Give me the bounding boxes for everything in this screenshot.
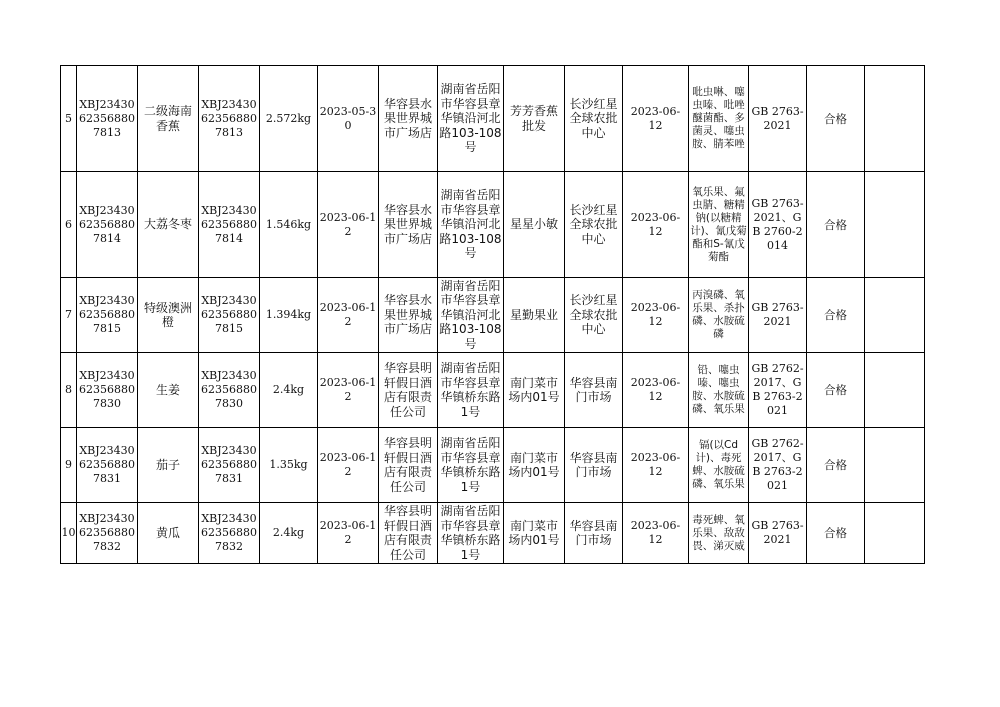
row-number: 8 xyxy=(61,353,77,428)
standard-cell: GB 2763-2021 xyxy=(749,278,807,353)
test-items-cell: 丙溴磷、氧乐果、杀扑磷、水胺硫磷 xyxy=(689,278,749,353)
standard-cell: GB 2763-2021、GB 2760-2014 xyxy=(749,172,807,278)
sampling-date-cell: 2023-06-12 xyxy=(623,172,689,278)
result-cell: 合格 xyxy=(807,172,865,278)
row-number: 6 xyxy=(61,172,77,278)
note-cell xyxy=(865,66,925,172)
sample-name-cell: 二级海南香蕉 xyxy=(138,66,199,172)
standard-cell: GB 2762-2017、GB 2763-2021 xyxy=(749,428,807,503)
production-date-cell: 2023-06-12 xyxy=(318,353,379,428)
sampling-date-cell: 2023-06-12 xyxy=(623,353,689,428)
production-date-cell: 2023-06-12 xyxy=(318,278,379,353)
test-items-cell: 毒死蜱、氧乐果、敌敌畏、涕灭威 xyxy=(689,503,749,564)
test-items-cell: 吡虫啉、噻虫嗪、吡唑醚菌酯、多菌灵、噻虫胺、腈苯唑 xyxy=(689,66,749,172)
batch-number-cell: XBJ23430623568807831 xyxy=(199,428,260,503)
origin-market-cell: 长沙红星全球农批中心 xyxy=(565,172,623,278)
note-cell xyxy=(865,278,925,353)
sample-id-cell: XBJ23430623568807814 xyxy=(77,172,138,278)
inspection-results-table xyxy=(60,65,925,564)
sampling-date-cell: 2023-06-12 xyxy=(623,278,689,353)
test-items-cell: 氧乐果、氟虫腈、糖精钠(以糖精计)、氰戊菊酯和S-氰戊菊酯 xyxy=(689,172,749,278)
standard-cell: GB 2763-2021 xyxy=(749,66,807,172)
table-row xyxy=(61,353,925,428)
row-number: 9 xyxy=(61,428,77,503)
note-cell xyxy=(865,428,925,503)
seller-cell: 华容县水果世界城市广场店 xyxy=(379,278,438,353)
supplier-cell: 南门菜市场内01号 xyxy=(504,428,565,503)
production-date-cell: 2023-06-12 xyxy=(318,172,379,278)
origin-market-cell: 华容县南门市场 xyxy=(565,353,623,428)
quantity-cell: 2.572kg xyxy=(260,66,318,172)
origin-market-cell: 长沙红星全球农批中心 xyxy=(565,278,623,353)
seller-address-cell: 湖南省岳阳市华容县章华镇沿河北路103-108号 xyxy=(438,172,504,278)
production-date-cell: 2023-05-30 xyxy=(318,66,379,172)
quantity-cell: 2.4kg xyxy=(260,353,318,428)
row-number: 5 xyxy=(61,66,77,172)
batch-number-cell: XBJ23430623568807830 xyxy=(199,353,260,428)
seller-cell: 华容县明轩假日酒店有限责任公司 xyxy=(379,503,438,564)
sampling-date-cell: 2023-06-12 xyxy=(623,66,689,172)
test-items-cell: 镉(以Cd计)、毒死蜱、水胺硫磷、氧乐果 xyxy=(689,428,749,503)
result-cell: 合格 xyxy=(807,503,865,564)
seller-address-cell: 湖南省岳阳市华容县章华镇桥东路1号 xyxy=(438,503,504,564)
origin-market-cell: 华容县南门市场 xyxy=(565,503,623,564)
seller-cell: 华容县明轩假日酒店有限责任公司 xyxy=(379,428,438,503)
table-row xyxy=(61,278,925,353)
sample-name-cell: 黄瓜 xyxy=(138,503,199,564)
sample-id-cell: XBJ23430623568807813 xyxy=(77,66,138,172)
sample-name-cell: 生姜 xyxy=(138,353,199,428)
supplier-cell: 星勤果业 xyxy=(504,278,565,353)
seller-address-cell: 湖南省岳阳市华容县章华镇桥东路1号 xyxy=(438,428,504,503)
batch-number-cell: XBJ23430623568807815 xyxy=(199,278,260,353)
table-row xyxy=(61,428,925,503)
note-cell xyxy=(865,353,925,428)
sampling-date-cell: 2023-06-12 xyxy=(623,428,689,503)
note-cell xyxy=(865,503,925,564)
sample-id-cell: XBJ23430623568807830 xyxy=(77,353,138,428)
origin-market-cell: 长沙红星全球农批中心 xyxy=(565,66,623,172)
result-cell: 合格 xyxy=(807,278,865,353)
seller-address-cell: 湖南省岳阳市华容县章华镇沿河北路103-108号 xyxy=(439,278,502,351)
result-cell: 合格 xyxy=(807,66,865,172)
sampling-date-cell: 2023-06-12 xyxy=(623,503,689,564)
seller-cell: 华容县明轩假日酒店有限责任公司 xyxy=(379,353,438,428)
quantity-cell: 1.394kg xyxy=(260,278,318,353)
sample-name-cell: 茄子 xyxy=(138,428,199,503)
batch-number-cell: XBJ23430623568807814 xyxy=(199,172,260,278)
supplier-cell: 芳芳香蕉批发 xyxy=(504,66,565,172)
batch-number-cell: XBJ23430623568807813 xyxy=(199,66,260,172)
result-cell: 合格 xyxy=(807,353,865,428)
origin-market-cell: 华容县南门市场 xyxy=(565,428,623,503)
production-date-cell: 2023-06-12 xyxy=(318,428,379,503)
seller-cell: 华容县水果世界城市广场店 xyxy=(379,172,438,278)
row-number: 10 xyxy=(61,503,77,564)
seller-address-cell: 湖南省岳阳市华容县章华镇沿河北路103-108号 xyxy=(438,66,504,172)
quantity-cell: 1.546kg xyxy=(260,172,318,278)
supplier-cell: 星星小敏 xyxy=(504,172,565,278)
test-items-cell: 铅、噻虫嗪、噻虫胺、水胺硫磷、氧乐果 xyxy=(689,353,749,428)
table-row xyxy=(61,503,925,564)
inspection-results-table-container xyxy=(60,65,925,564)
seller-cell: 华容县水果世界城市广场店 xyxy=(379,66,438,172)
sample-id-cell: XBJ23430623568807832 xyxy=(77,503,138,564)
sample-name-cell: 特级澳洲橙 xyxy=(138,278,199,353)
row-number: 7 xyxy=(61,278,77,353)
supplier-cell: 南门菜市场内01号 xyxy=(504,503,565,564)
standard-cell: GB 2763-2021 xyxy=(749,503,807,564)
sample-id-cell: XBJ23430623568807815 xyxy=(77,278,138,353)
supplier-cell: 南门菜市场内01号 xyxy=(504,353,565,428)
table-body xyxy=(61,66,925,564)
sample-id-cell: XBJ23430623568807831 xyxy=(77,428,138,503)
table-row xyxy=(61,172,925,278)
result-cell: 合格 xyxy=(807,428,865,503)
production-date-cell: 2023-06-12 xyxy=(318,503,379,564)
sample-name-cell: 大荔冬枣 xyxy=(138,172,199,278)
standard-cell: GB 2762-2017、GB 2763-2021 xyxy=(749,353,807,428)
note-cell xyxy=(865,172,925,278)
quantity-cell: 2.4kg xyxy=(260,503,318,564)
table-row xyxy=(61,66,925,172)
quantity-cell: 1.35kg xyxy=(260,428,318,503)
seller-address-cell: 湖南省岳阳市华容县章华镇桥东路1号 xyxy=(438,353,504,428)
batch-number-cell: XBJ23430623568807832 xyxy=(199,503,260,564)
